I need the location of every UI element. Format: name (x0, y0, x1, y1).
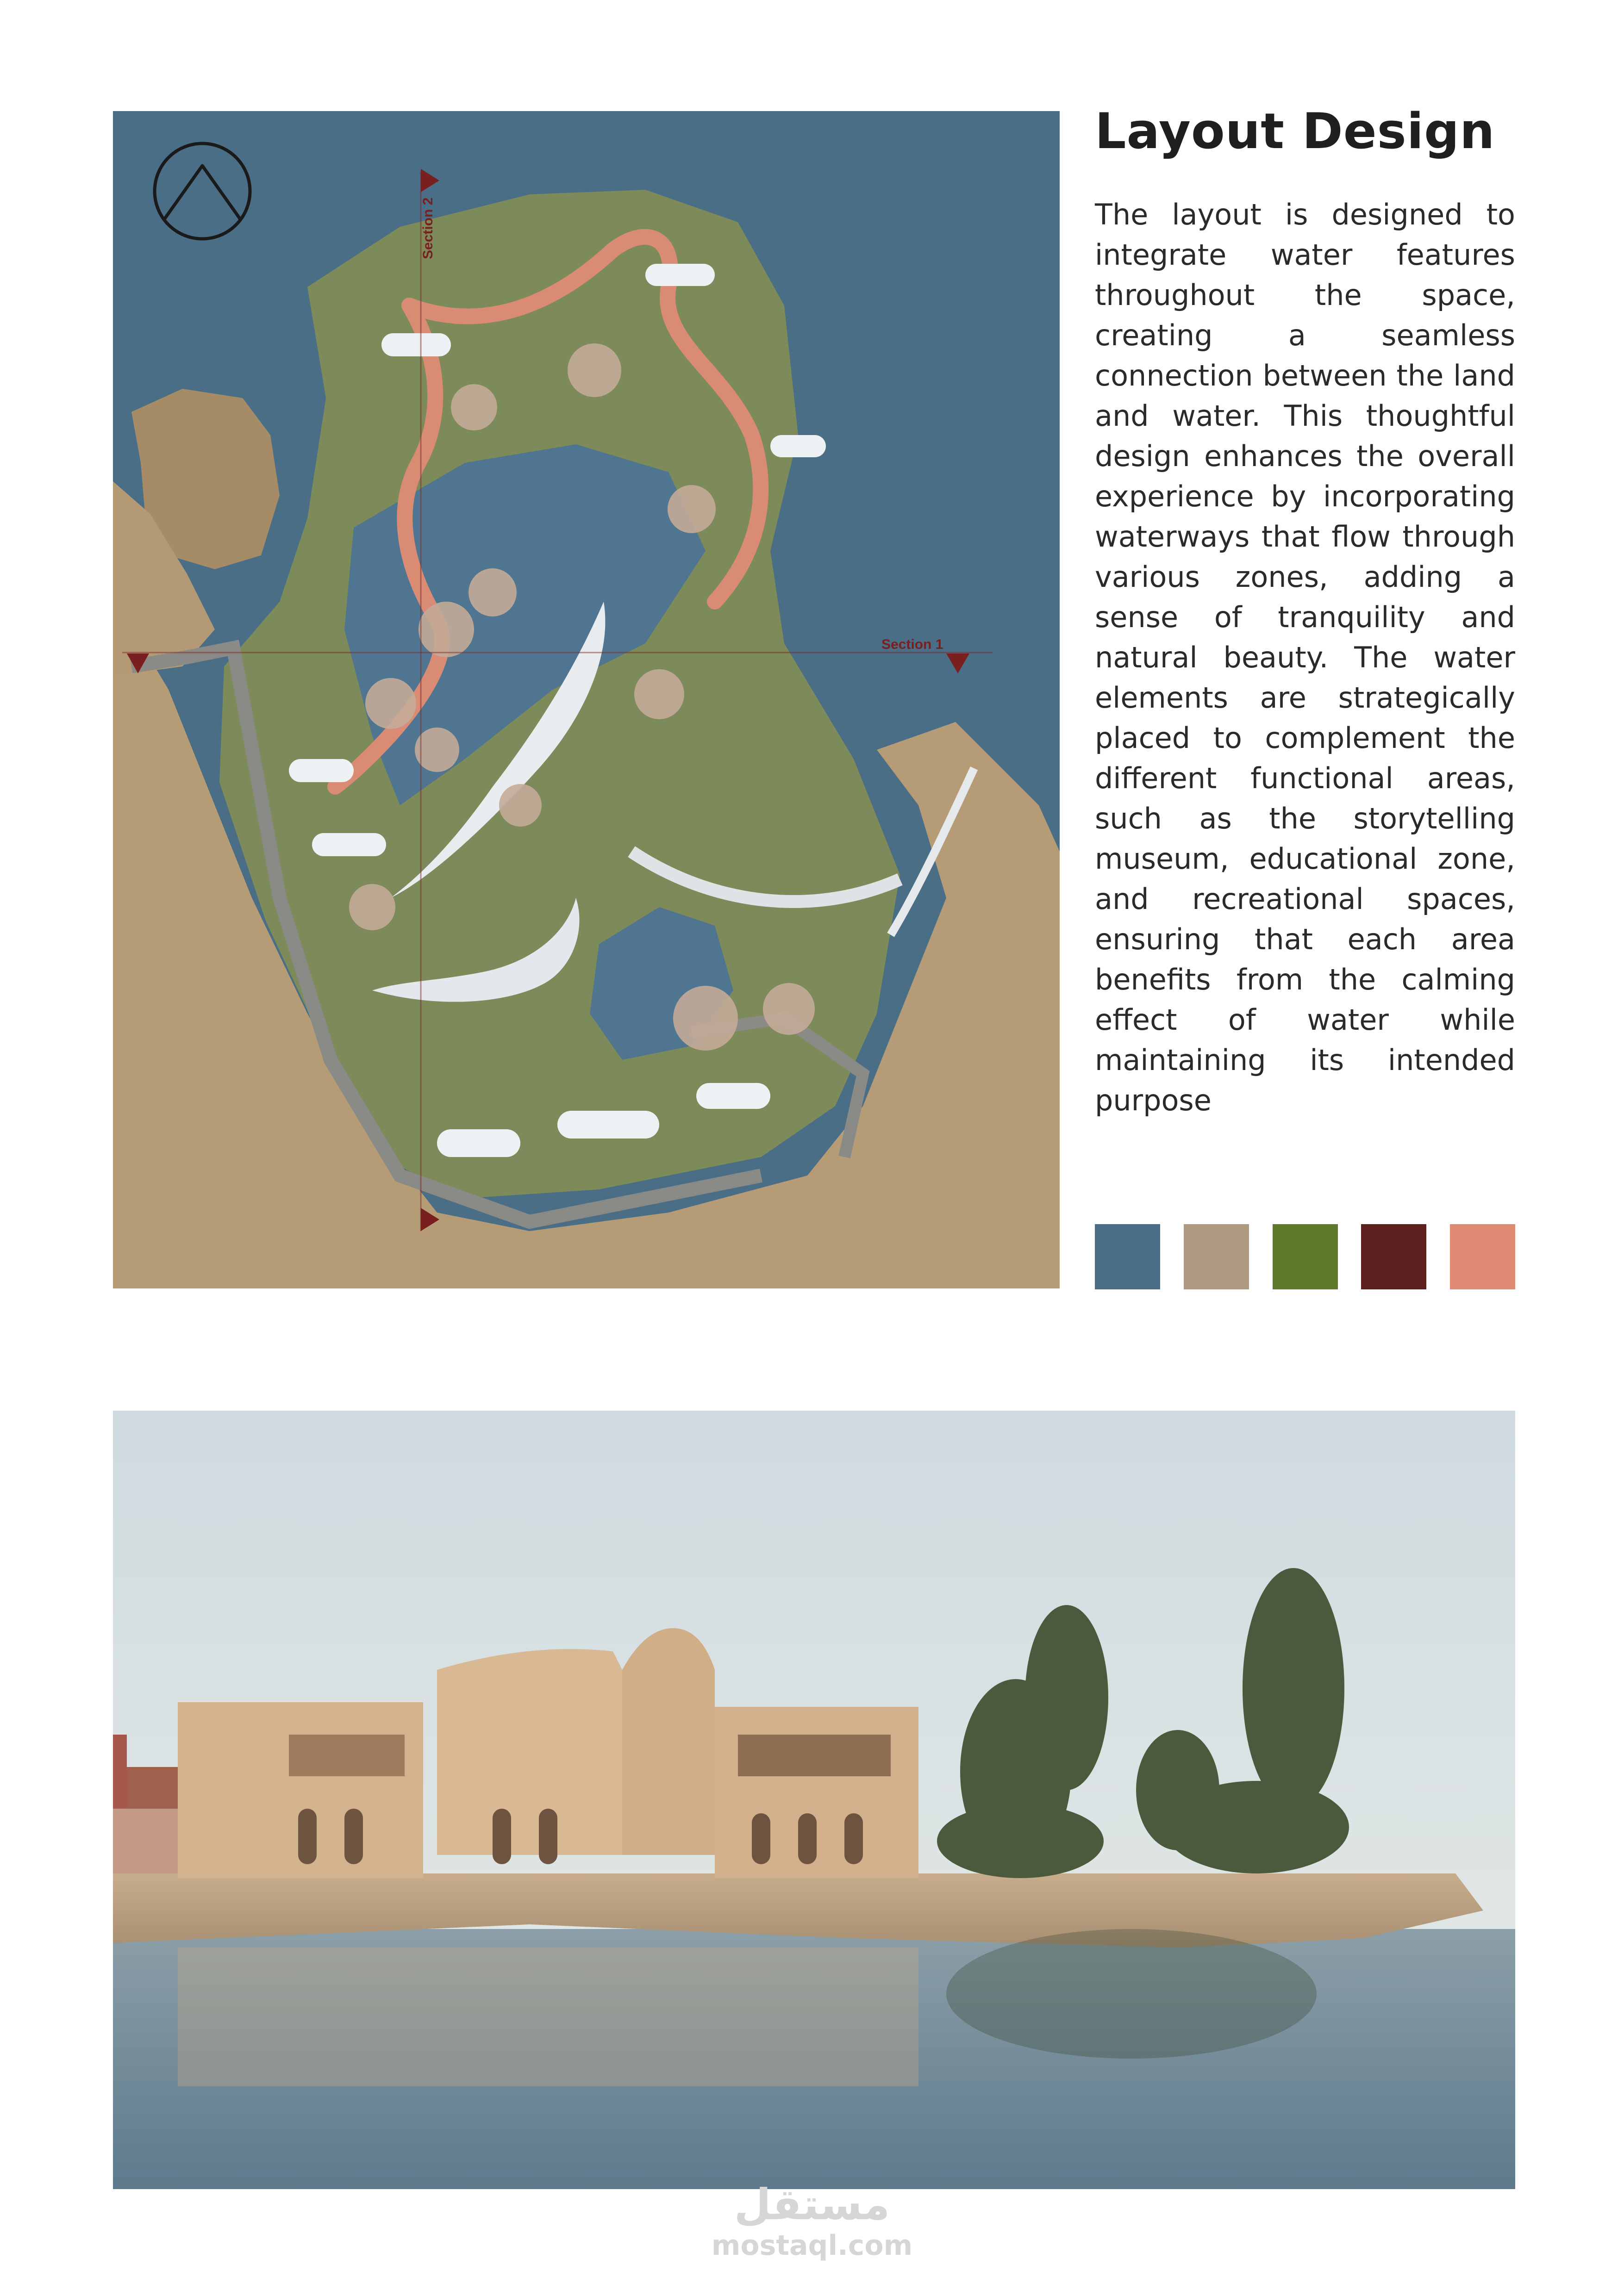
watermark (648, 2181, 976, 2262)
section-2-label: Section 2 (420, 197, 436, 259)
page-title: Layout Design (1095, 103, 1495, 160)
site-plan-image (113, 111, 1060, 1288)
watermark-logo: مستقل (734, 2180, 890, 2229)
swatch-green (1273, 1224, 1338, 1289)
waterfront-render-image (113, 1411, 1515, 2189)
swatch-salmon (1450, 1224, 1515, 1289)
swatch-sand (1184, 1224, 1249, 1289)
watermark-url: mostaql.com (711, 2229, 913, 2262)
description-paragraph: The layout is designed to integrate water features throughout the space, creating a seamless connection between the land and water. This thoughtful design enhances the overall experience by incorporating waterways that flow through various zones, adding a sense of tranquility and natural beauty. The water elements are strategically placed to complement the different functional areas, such as the storytelling museum, educational zone, and recreational spaces, ensuring that each area benefits from the calming effect of water while maintaining its intended purpose (1095, 198, 1515, 1117)
swatch-maroon (1361, 1224, 1426, 1289)
color-palette (1095, 1224, 1515, 1289)
section-1-label: Section 1 (881, 637, 943, 652)
site-plan-drawing (113, 111, 1060, 1288)
swatch-blue (1095, 1224, 1160, 1289)
